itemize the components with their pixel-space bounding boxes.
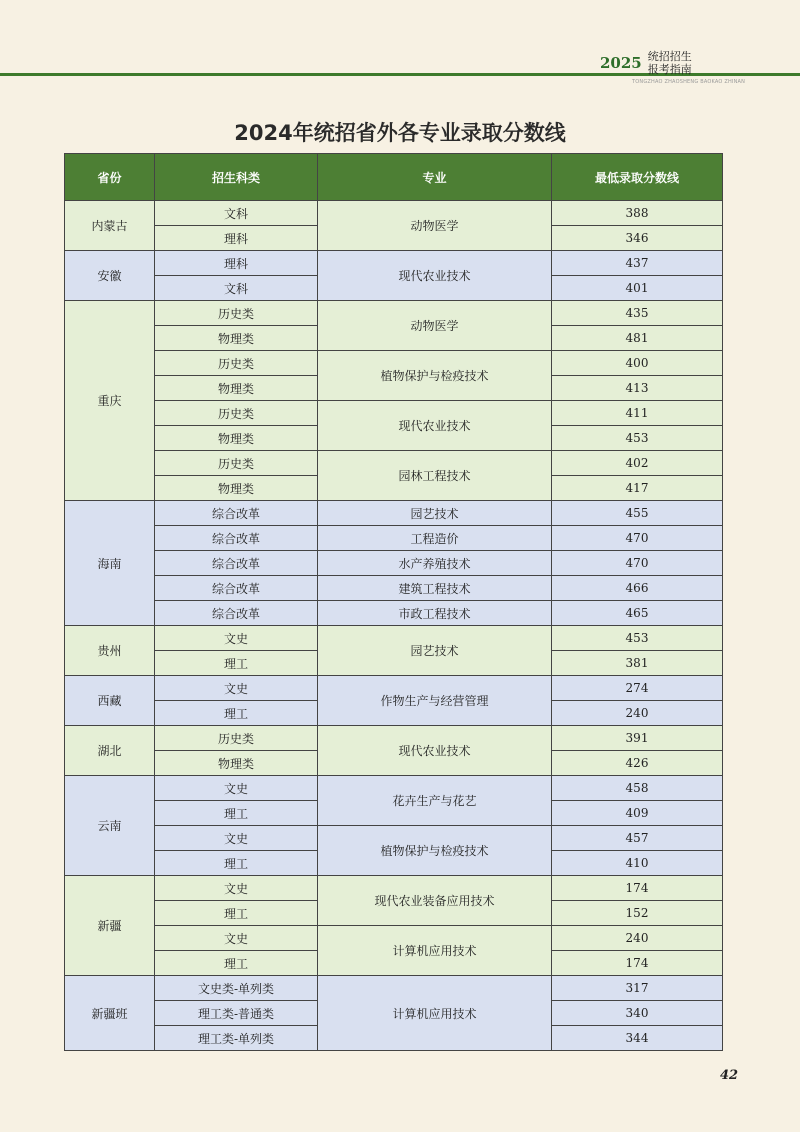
province-cell: 重庆 [65,301,155,501]
score-cell: 458 [552,776,723,801]
table-row [65,401,723,426]
score-cell: 344 [552,1026,723,1051]
score-cell: 465 [552,601,723,626]
category-cell: 文科 [155,201,318,226]
major-cell: 现代农业技术 [318,251,552,301]
category-cell: 综合改革 [155,576,318,601]
category-cell: 物理类 [155,426,318,451]
score-cell: 174 [552,951,723,976]
score-cell: 435 [552,301,723,326]
score-cell: 317 [552,976,723,1001]
major-cell: 植物保护与检疫技术 [318,826,552,876]
province-group [65,251,723,301]
province-group [65,876,723,976]
province-cell: 贵州 [65,626,155,676]
province-cell: 安徽 [65,251,155,301]
score-cell: 457 [552,826,723,851]
admission-score-table [64,153,723,1051]
province-cell: 湖北 [65,726,155,776]
brand-block [600,50,692,76]
category-cell: 理工 [155,901,318,926]
category-cell: 物理类 [155,326,318,351]
province-cell: 西藏 [65,676,155,726]
province-group [65,976,723,1051]
category-cell: 综合改革 [155,526,318,551]
score-cell: 409 [552,801,723,826]
score-cell: 274 [552,676,723,701]
score-cell: 402 [552,451,723,476]
major-cell: 动物医学 [318,201,552,251]
category-cell: 综合改革 [155,601,318,626]
province-cell: 云南 [65,776,155,876]
score-cell: 240 [552,926,723,951]
brand-title-line1: 统招招生 [647,50,692,63]
category-cell: 物理类 [155,376,318,401]
major-cell: 动物医学 [318,301,552,351]
score-cell: 346 [552,226,723,251]
score-cell: 400 [552,351,723,376]
table-row [65,926,723,951]
table-row [65,301,723,326]
score-cell: 455 [552,501,723,526]
page-title: 2024年统招省外各专业录取分数线 [234,121,566,145]
major-cell: 计算机应用技术 [318,926,552,976]
score-cell: 340 [552,1001,723,1026]
table-row [65,526,723,551]
province-cell: 海南 [65,501,155,626]
score-cell: 470 [552,526,723,551]
category-cell: 历史类 [155,451,318,476]
table-row [65,576,723,601]
score-cell: 426 [552,751,723,776]
category-cell: 文科 [155,276,318,301]
table-row [65,826,723,851]
category-cell: 文史 [155,926,318,951]
province-group [65,676,723,726]
major-cell: 工程造价 [318,526,552,551]
major-cell: 现代农业技术 [318,726,552,776]
table-row [65,451,723,476]
category-cell: 文史类-单列类 [155,976,318,1001]
table-row [65,876,723,901]
score-cell: 411 [552,401,723,426]
table-row [65,976,723,1001]
score-cell: 466 [552,576,723,601]
category-cell: 历史类 [155,401,318,426]
category-cell: 文史 [155,776,318,801]
table-row [65,351,723,376]
category-cell: 物理类 [155,751,318,776]
province-group [65,301,723,501]
column-header-province: 省份 [65,154,155,201]
category-cell: 理工 [155,951,318,976]
score-cell: 453 [552,426,723,451]
score-cell: 470 [552,551,723,576]
brand-year: 2025 [600,54,642,72]
brand-title [648,50,692,76]
table-header [65,154,723,201]
category-cell: 历史类 [155,351,318,376]
category-cell: 理科 [155,251,318,276]
province-cell: 新疆 [65,876,155,976]
category-cell: 理工类-单列类 [155,1026,318,1051]
column-header-min-score: 最低录取分数线 [552,154,723,201]
province-cell: 新疆班 [65,976,155,1051]
category-cell: 文史 [155,626,318,651]
major-cell: 水产养殖技术 [318,551,552,576]
table-header-row [65,154,723,201]
column-header-major: 专业 [318,154,552,201]
brand-subtitle: TONGZHAO ZHAOSHENG BAOKAO ZHINAN [632,79,746,85]
category-cell: 历史类 [155,301,318,326]
score-cell: 152 [552,901,723,926]
category-cell: 理工 [155,851,318,876]
score-cell: 481 [552,326,723,351]
category-cell: 综合改革 [155,551,318,576]
province-group [65,626,723,676]
table-row [65,501,723,526]
table-row [65,251,723,276]
score-cell: 401 [552,276,723,301]
category-cell: 物理类 [155,476,318,501]
category-cell: 文史 [155,676,318,701]
brand-title-line2: 报考指南 [647,63,692,76]
table-row [65,776,723,801]
major-cell: 园艺技术 [318,626,552,676]
major-cell: 花卉生产与花艺 [318,776,552,826]
table-row [65,201,723,226]
major-cell: 作物生产与经营管理 [318,676,552,726]
score-cell: 381 [552,651,723,676]
category-cell: 理工 [155,701,318,726]
major-cell: 计算机应用技术 [318,976,552,1051]
major-cell: 园林工程技术 [318,451,552,501]
category-cell: 理工类-普通类 [155,1001,318,1026]
column-header-category: 招生科类 [155,154,318,201]
score-cell: 413 [552,376,723,401]
table-row [65,626,723,651]
category-cell: 综合改革 [155,501,318,526]
province-group [65,726,723,776]
major-cell: 园艺技术 [318,501,552,526]
province-group [65,776,723,876]
category-cell: 文史 [155,826,318,851]
score-cell: 437 [552,251,723,276]
score-cell: 410 [552,851,723,876]
major-cell: 市政工程技术 [318,601,552,626]
category-cell: 历史类 [155,726,318,751]
score-cell: 388 [552,201,723,226]
score-cell: 417 [552,476,723,501]
category-cell: 文史 [155,876,318,901]
major-cell: 建筑工程技术 [318,576,552,601]
score-cell: 453 [552,626,723,651]
major-cell: 植物保护与检疫技术 [318,351,552,401]
category-cell: 理工 [155,801,318,826]
major-cell: 现代农业装备应用技术 [318,876,552,926]
table-row [65,726,723,751]
category-cell: 理工 [155,651,318,676]
table-row [65,601,723,626]
score-cell: 174 [552,876,723,901]
province-group [65,201,723,251]
table-row [65,551,723,576]
province-cell: 内蒙古 [65,201,155,251]
major-cell: 现代农业技术 [318,401,552,451]
category-cell: 理科 [155,226,318,251]
score-cell: 240 [552,701,723,726]
table-row [65,676,723,701]
score-cell: 391 [552,726,723,751]
province-group [65,501,723,626]
page-number: 42 [720,1068,739,1083]
